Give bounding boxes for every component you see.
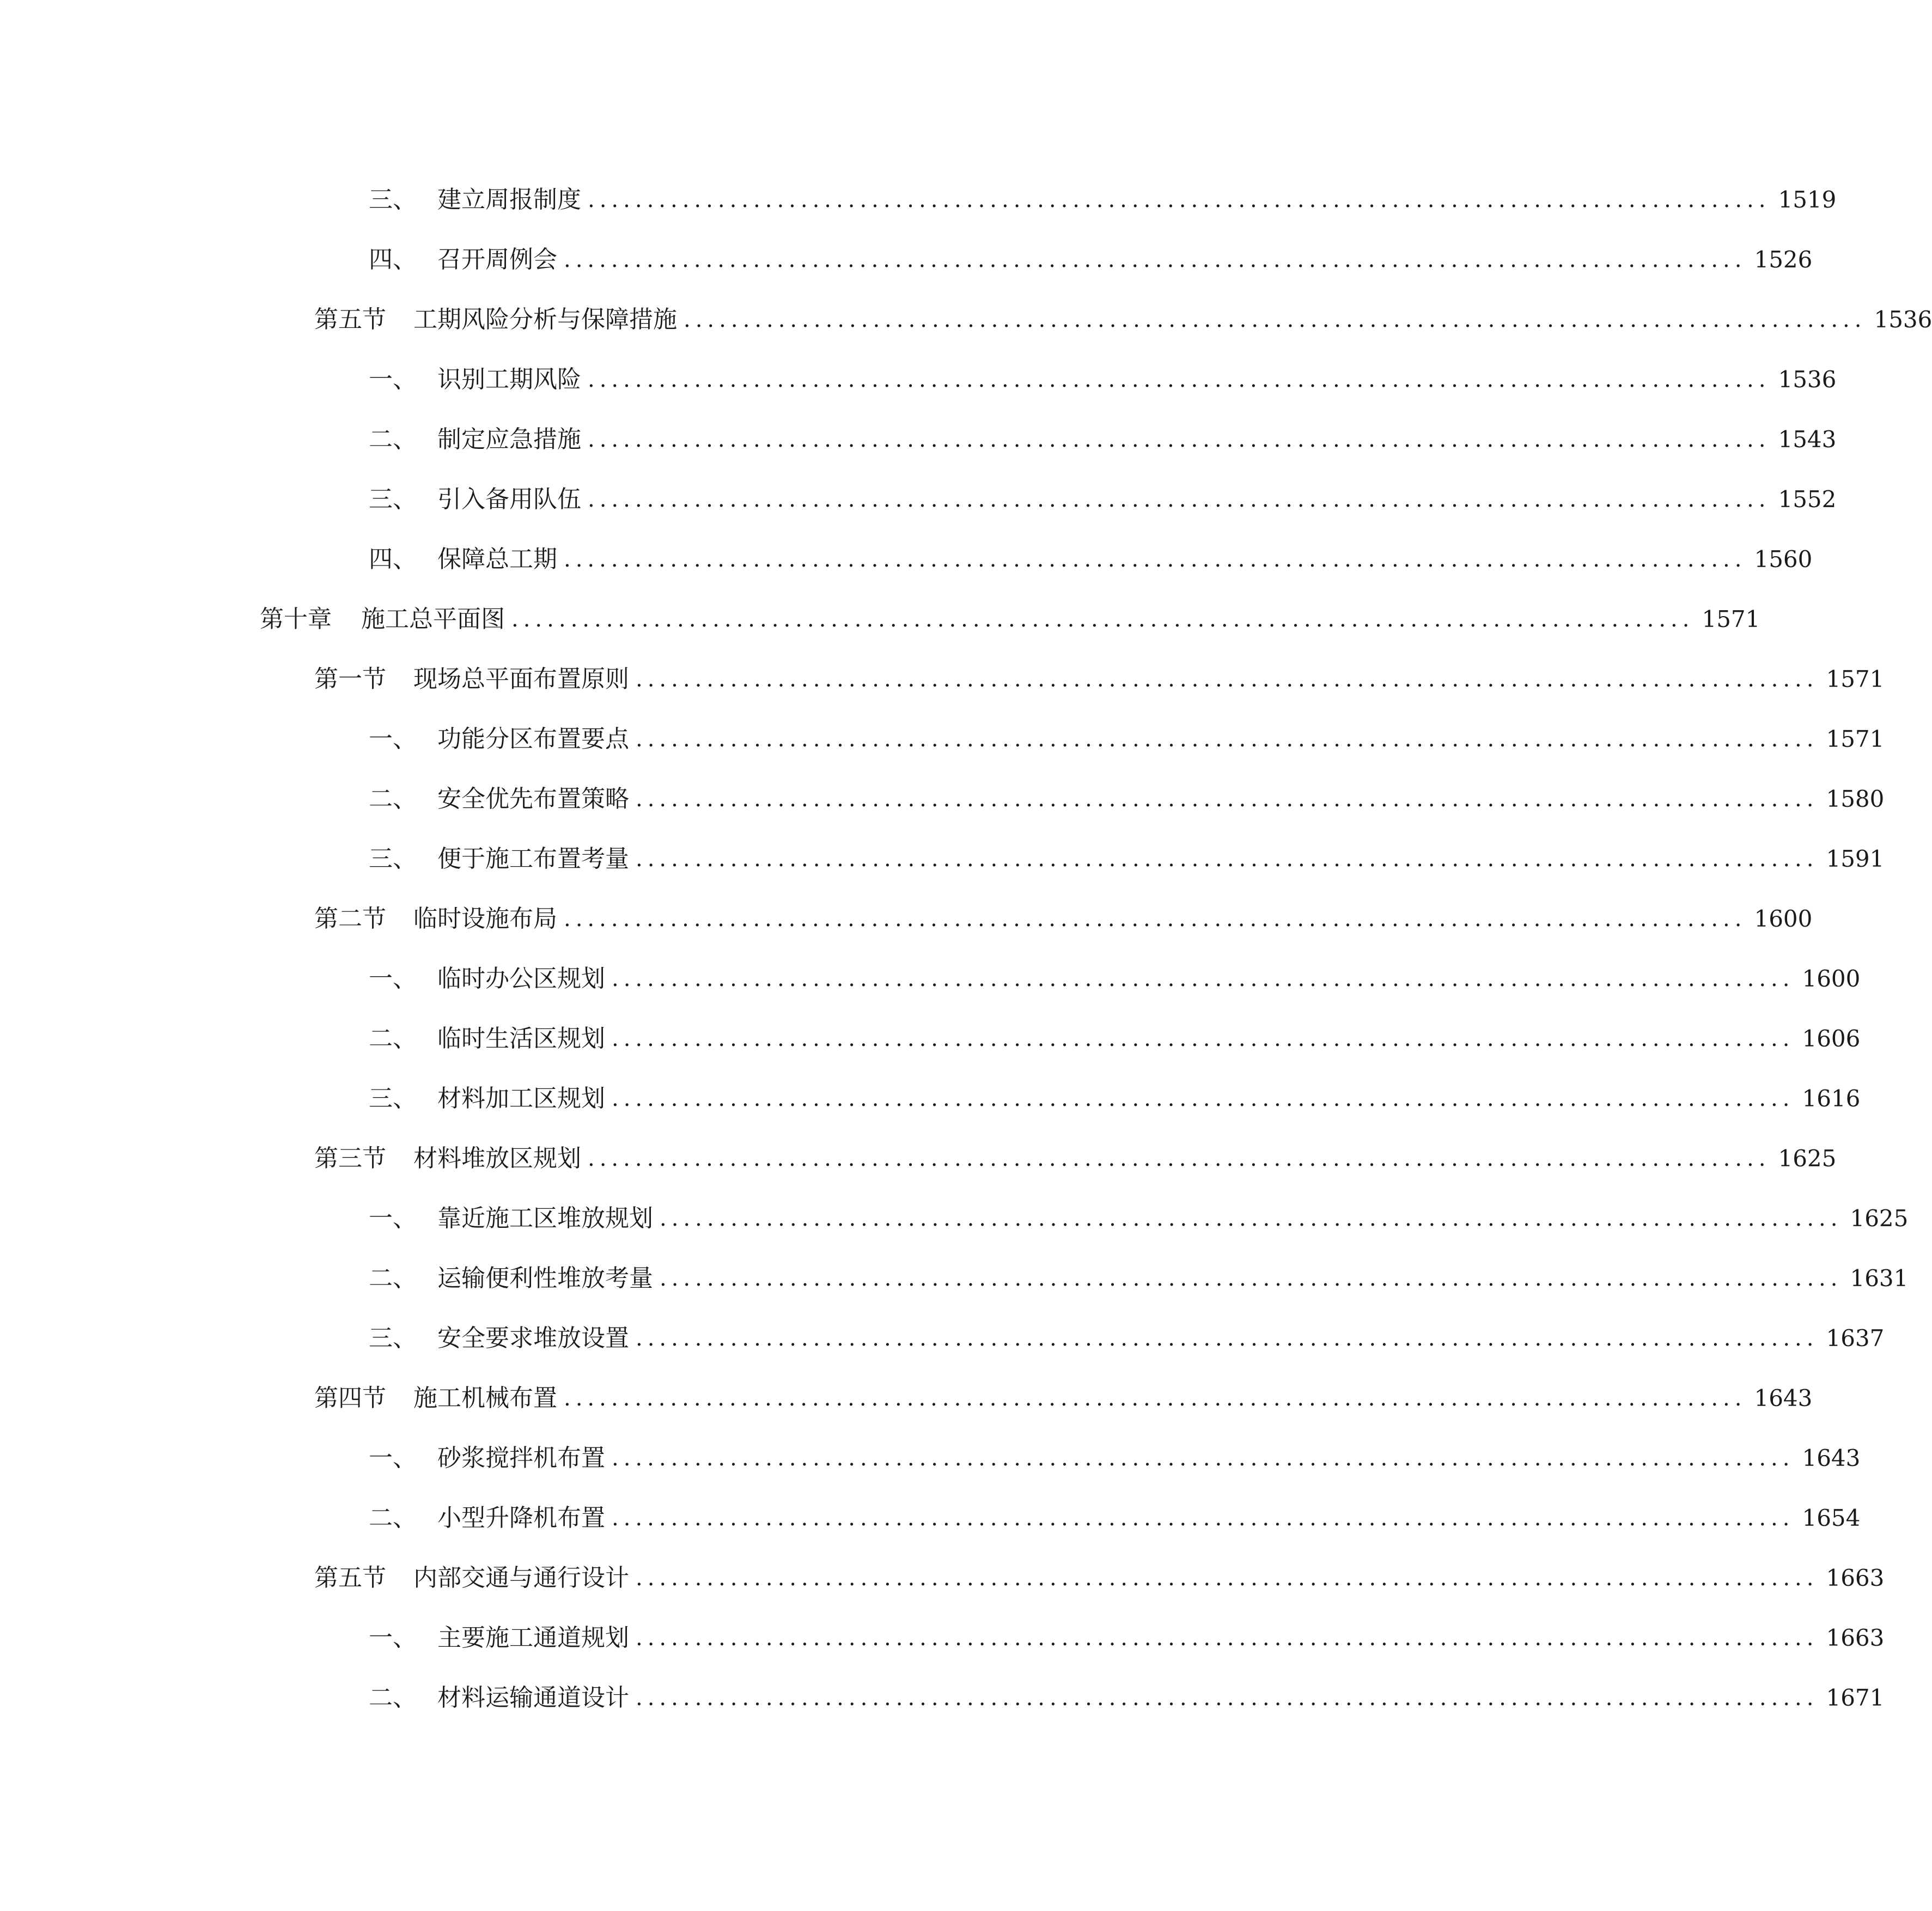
toc-entry-title: 引入备用队伍 <box>437 485 581 513</box>
dot-leader: .................................................................................................... <box>636 787 1819 812</box>
dot-leader: .................................................................................................... <box>636 1566 1819 1591</box>
toc-entry-page: 1580 <box>1826 786 1885 812</box>
toc-entry[interactable] <box>0 290 1932 350</box>
toc-entry-title: 便于施工布置考量 <box>437 845 629 873</box>
toc-entry-page: 1637 <box>1826 1325 1885 1352</box>
toc-entry-page: 1625 <box>1778 1145 1837 1172</box>
toc-entry-number: 第十章 <box>260 605 332 633</box>
toc-entry-page: 1654 <box>1802 1505 1861 1531</box>
toc-entry-page: 1571 <box>1826 726 1885 752</box>
dot-leader: .................................................................................................... <box>588 367 1771 392</box>
toc-entry[interactable] <box>0 1548 1885 1608</box>
toc-entry[interactable] <box>0 470 1837 530</box>
dot-leader: .................................................................................................... <box>564 547 1747 572</box>
toc-entry-title: 临时办公区规划 <box>437 965 605 993</box>
toc-entry[interactable] <box>0 1129 1837 1189</box>
toc-entry[interactable] <box>0 410 1837 470</box>
toc-entry-page: 1606 <box>1802 1025 1861 1052</box>
toc-entry-title: 主要施工通道规划 <box>437 1624 629 1652</box>
toc-entry-number: 三、 <box>369 485 417 513</box>
dot-leader: .................................................................................................... <box>564 1386 1747 1411</box>
toc-entry-number: 一、 <box>369 366 417 393</box>
dot-leader: .................................................................................................... <box>588 187 1771 212</box>
dot-leader: .................................................................................................... <box>636 727 1819 752</box>
toc-entry-title: 砂浆搅拌机布置 <box>437 1444 605 1472</box>
toc-entry-page: 1616 <box>1802 1085 1861 1112</box>
toc-entry-title: 临时设施布局 <box>413 905 557 933</box>
toc-entry-page: 1543 <box>1778 426 1837 453</box>
dot-leader: .................................................................................................... <box>588 1146 1771 1171</box>
toc-entry-title: 制定应急措施 <box>437 425 581 453</box>
toc-entry-page: 1625 <box>1850 1205 1909 1232</box>
toc-entry-number: 一、 <box>369 725 417 753</box>
toc-entry-page: 1643 <box>1802 1445 1861 1471</box>
toc-entry[interactable] <box>0 769 1885 829</box>
dot-leader: .................................................................................................... <box>588 487 1771 512</box>
toc-entry-number: 三、 <box>369 845 417 873</box>
toc-entry-number: 三、 <box>369 1324 417 1352</box>
toc-entry-page: 1526 <box>1754 246 1813 273</box>
toc-entry[interactable] <box>0 709 1885 769</box>
toc-entry[interactable] <box>0 1249 1909 1309</box>
dot-leader: .................................................................................................... <box>588 427 1771 452</box>
dot-leader: .................................................................................................... <box>684 307 1867 332</box>
toc-entry[interactable] <box>0 949 1861 1009</box>
toc-entry-page: 1600 <box>1802 965 1861 992</box>
toc-entry-number: 二、 <box>369 425 417 453</box>
toc-entry[interactable] <box>0 1608 1885 1668</box>
toc-entry-page: 1571 <box>1826 666 1885 692</box>
dot-leader: .................................................................................................... <box>636 1685 1819 1711</box>
toc-entry-page: 1591 <box>1826 845 1885 872</box>
toc-entry-number: 第一节 <box>314 665 386 693</box>
toc-entry-page: 1643 <box>1754 1385 1813 1411</box>
toc-entry-title: 材料加工区规划 <box>437 1085 605 1112</box>
toc-entry-number: 第五节 <box>314 306 386 333</box>
toc-entry-number: 一、 <box>369 1624 417 1652</box>
toc-entry-number: 二、 <box>369 1025 417 1052</box>
toc-entry-title: 内部交通与通行设计 <box>413 1564 629 1592</box>
toc-entry-title: 召开周例会 <box>437 246 557 273</box>
toc-entry[interactable] <box>0 530 1813 589</box>
toc-entry-title: 工期风险分析与保障措施 <box>413 306 677 333</box>
toc-entry-title: 临时生活区规划 <box>437 1025 605 1052</box>
toc-entry[interactable] <box>0 170 1837 230</box>
toc-entry-number: 四、 <box>369 545 417 573</box>
dot-leader: .................................................................................................... <box>636 667 1819 692</box>
toc-entry-title: 安全要求堆放设置 <box>437 1324 629 1352</box>
toc-entry-title: 小型升降机布置 <box>437 1504 605 1532</box>
dot-leader: .................................................................................................... <box>660 1266 1843 1291</box>
dot-leader: .................................................................................................... <box>612 966 1795 991</box>
dot-leader: .................................................................................................... <box>636 1626 1819 1651</box>
toc-entry-number: 二、 <box>369 1504 417 1532</box>
toc-entry-number: 第三节 <box>314 1145 386 1172</box>
toc-entry-page: 1631 <box>1850 1265 1909 1292</box>
toc-entry-number: 二、 <box>369 785 417 813</box>
toc-entry-number: 第四节 <box>314 1384 386 1412</box>
toc-entry-title: 功能分区布置要点 <box>437 725 629 753</box>
dot-leader: .................................................................................................... <box>564 906 1747 932</box>
toc-entry[interactable] <box>0 1488 1861 1548</box>
toc-entry[interactable] <box>0 1368 1813 1428</box>
toc-entry-title: 运输便利性堆放考量 <box>437 1264 653 1292</box>
toc-entry[interactable] <box>0 889 1813 949</box>
toc-entry[interactable] <box>0 649 1885 709</box>
toc-entry-title: 识别工期风险 <box>437 366 581 393</box>
toc-entry-number: 一、 <box>369 965 417 993</box>
dot-leader: .................................................................................................... <box>511 607 1695 632</box>
dot-leader: .................................................................................................... <box>612 1446 1795 1471</box>
toc-entry-number: 一、 <box>369 1444 417 1472</box>
toc-entry-title: 安全优先布置策略 <box>437 785 629 813</box>
toc-entry-number: 二、 <box>369 1264 417 1292</box>
toc-entry-title: 施工机械布置 <box>413 1384 557 1412</box>
dot-leader: .................................................................................................... <box>612 1086 1795 1111</box>
toc-entry[interactable] <box>0 1668 1885 1728</box>
toc-entry-number: 二、 <box>369 1684 417 1712</box>
toc-entry-number: 三、 <box>369 186 417 214</box>
toc-entry-page: 1519 <box>1778 186 1837 213</box>
toc-entry-number: 一、 <box>369 1204 417 1232</box>
toc-entry-page: 1560 <box>1754 546 1813 573</box>
toc-entry-page: 1571 <box>1702 606 1760 632</box>
toc-entry-number: 第五节 <box>314 1564 386 1592</box>
toc-entry-title: 保障总工期 <box>437 545 557 573</box>
dot-leader: .................................................................................................... <box>612 1506 1795 1531</box>
toc-entry-title: 施工总平面图 <box>361 605 505 633</box>
toc-entry-title: 材料运输通道设计 <box>437 1684 629 1712</box>
toc-entry[interactable] <box>0 350 1837 410</box>
dot-leader: .................................................................................................... <box>636 1326 1819 1351</box>
toc-entry-title: 建立周报制度 <box>437 186 581 214</box>
dot-leader: .................................................................................................... <box>636 847 1819 872</box>
toc-entry-page: 1663 <box>1826 1565 1885 1591</box>
toc-entry-number: 四、 <box>369 246 417 273</box>
toc-entry[interactable] <box>0 1189 1909 1249</box>
toc-entry-page: 1600 <box>1754 905 1813 932</box>
toc-entry[interactable] <box>0 1009 1861 1069</box>
toc-entry[interactable] <box>0 230 1813 290</box>
toc-entry[interactable] <box>0 1428 1861 1488</box>
toc-entry-page: 1552 <box>1778 486 1837 513</box>
toc-entry-page: 1536 <box>1778 366 1837 393</box>
toc-entry-title: 靠近施工区堆放规划 <box>437 1204 653 1232</box>
toc-entry-title: 材料堆放区规划 <box>413 1145 581 1172</box>
dot-leader: .................................................................................................... <box>660 1206 1843 1231</box>
toc-entry-page: 1663 <box>1826 1624 1885 1651</box>
toc-entry[interactable] <box>0 1069 1861 1129</box>
dot-leader: .................................................................................................... <box>564 247 1747 272</box>
toc-entry[interactable] <box>0 589 1760 649</box>
toc-entry-number: 三、 <box>369 1085 417 1112</box>
toc-entry-title: 现场总平面布置原则 <box>413 665 629 693</box>
toc-entry-number: 第二节 <box>314 905 386 933</box>
table-of-contents <box>0 170 1932 1728</box>
toc-entry[interactable] <box>0 1309 1885 1368</box>
toc-entry-page: 1536 <box>1874 306 1932 333</box>
toc-entry[interactable] <box>0 829 1885 889</box>
dot-leader: .................................................................................................... <box>612 1026 1795 1051</box>
toc-entry-page: 1671 <box>1826 1684 1885 1711</box>
